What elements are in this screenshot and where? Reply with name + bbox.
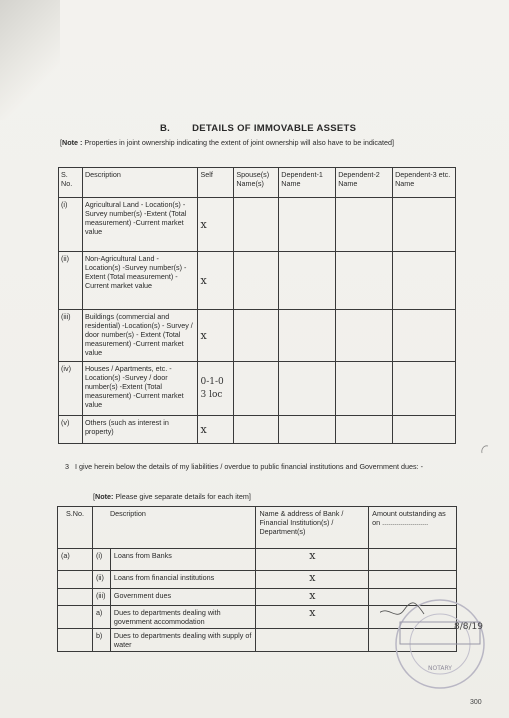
spouse-cell: [234, 252, 279, 310]
note2-text: Please give separate details for each item]: [115, 492, 251, 501]
self-mark: x: [198, 198, 234, 252]
row-mark: x: [256, 606, 369, 629]
table-row: [58, 571, 457, 589]
table-row: [59, 252, 456, 310]
header-description: Description: [82, 168, 198, 198]
table-row: [59, 362, 456, 416]
row-sub: a): [92, 606, 110, 629]
dependent-3-cell: [393, 198, 456, 252]
note2-label: Note:: [95, 492, 114, 501]
row-sno: [58, 571, 93, 589]
immovable-assets-table: [58, 167, 456, 444]
row-sub: (iii): [92, 589, 110, 606]
header-dependent-1: Dependent-1 Name: [279, 168, 336, 198]
stamp-date: 8/8/19: [454, 622, 483, 632]
row-description: Loans from financial institutions: [110, 571, 256, 589]
dependent-2-cell: [336, 362, 393, 416]
row-description: Others (such as interest in property): [82, 416, 198, 444]
item-text: I give herein below the details of my liabilities / overdue to public financial institutions and Government dues: -: [75, 462, 423, 471]
stamp-text: NOTARY: [428, 665, 452, 672]
dependent-1-cell: [279, 252, 336, 310]
dependent-1-cell: [279, 362, 336, 416]
item-number: 3: [65, 462, 69, 471]
table-header-row: [59, 168, 456, 198]
row-description: Houses / Apartments, etc. - Location(s) -Survey / door number(s) -Extent (Total measurement) -Current market value: [82, 362, 198, 416]
dependent-2-cell: [336, 310, 393, 362]
note-label: Note :: [62, 138, 83, 147]
row-sno: (iii): [59, 310, 83, 362]
section-title: DETAILS OF IMMOVABLE ASSETS: [192, 123, 357, 134]
row-description: Non-Agricultural Land - Location(s) -Survey number(s) -Extent (Total measurement) -Current market value: [82, 252, 198, 310]
page-number: 300: [470, 699, 482, 706]
dependent-3-cell: [393, 310, 456, 362]
row-description: Government dues: [110, 589, 256, 606]
row-sno: [58, 629, 93, 652]
section-heading: [160, 123, 356, 134]
row-description: Buildings (commercial and residential) -Location(s) - Survey / door number(s) - Extent (Total measurement) -Current market value: [82, 310, 198, 362]
spouse-cell: [234, 416, 279, 444]
table-row: [59, 310, 456, 362]
self-mark: x: [198, 416, 234, 444]
page-fold-shadow: [0, 0, 60, 120]
row-mark: x: [256, 589, 369, 606]
header-name-address: Name & address of Bank / Financial Institution(s) / Department(s): [256, 507, 369, 549]
row-sno: (iv): [59, 362, 83, 416]
dependent-2-cell: [336, 198, 393, 252]
row-sno: (a): [58, 549, 93, 571]
dependent-3-cell: [393, 252, 456, 310]
table-row: [59, 198, 456, 252]
row-description: Loans from Banks: [110, 549, 256, 571]
amount-cell: [369, 571, 457, 589]
dependent-1-cell: [279, 198, 336, 252]
dependent-1-cell: [279, 416, 336, 444]
header-dependent-2: Dependent-2 Name: [336, 168, 393, 198]
row-description: Agricultural Land - Location(s) -Survey number(s) -Extent (Total measurement) -Current market value: [82, 198, 198, 252]
table-row: [58, 549, 457, 571]
row-sub: (ii): [92, 571, 110, 589]
row-sno: [58, 606, 93, 629]
curl-mark-icon: [479, 443, 493, 457]
ownership-note: [Note : Properties in joint ownership indicating the extent of joint ownership will also have to be indicated]: [60, 138, 395, 147]
self-mark: 0-1-0 3 loc: [198, 362, 234, 416]
row-sno: (v): [59, 416, 83, 444]
spouse-cell: [234, 198, 279, 252]
dependent-3-cell: [393, 362, 456, 416]
amount-cell: [369, 549, 457, 571]
row-sno: [58, 589, 93, 606]
header-amount: Amount outstanding as on .......................: [369, 507, 457, 549]
notary-stamp-icon: [380, 592, 490, 702]
self-mark: x: [198, 252, 234, 310]
table-header-row: [58, 507, 457, 549]
dependent-1-cell: [279, 310, 336, 362]
header-spouse: Spouse(s) Name(s): [234, 168, 279, 198]
row-sub: (i): [92, 549, 110, 571]
header-self: Self: [198, 168, 234, 198]
header-description-text: Description: [109, 509, 146, 518]
header-dependent-3: Dependent-3 etc. Name: [393, 168, 456, 198]
spouse-cell: [234, 310, 279, 362]
row-sno: (i): [59, 198, 83, 252]
dependent-2-cell: [336, 416, 393, 444]
header-sno: S.No.: [58, 507, 93, 549]
separate-details-note: [Note: Please give separate details for each item]: [93, 492, 251, 501]
row-sno: (ii): [59, 252, 83, 310]
row-mark: [256, 629, 369, 652]
liabilities-intro: [65, 462, 455, 472]
header-sno: S. No.: [59, 168, 83, 198]
row-description: Dues to departments dealing with government accommodation: [110, 606, 256, 629]
spouse-cell: [234, 362, 279, 416]
header-description: [92, 507, 256, 549]
self-mark: x: [198, 310, 234, 362]
table-row: [59, 416, 456, 444]
row-mark: x: [256, 571, 369, 589]
section-letter: B.: [160, 123, 171, 134]
note-text: Properties in joint ownership indicating the extent of joint ownership will also have to be indicated]: [84, 138, 395, 147]
row-description: Dues to departments dealing with supply of water: [110, 629, 256, 652]
dependent-3-cell: [393, 416, 456, 444]
row-sub: b): [92, 629, 110, 652]
row-mark: x: [256, 549, 369, 571]
dependent-2-cell: [336, 252, 393, 310]
